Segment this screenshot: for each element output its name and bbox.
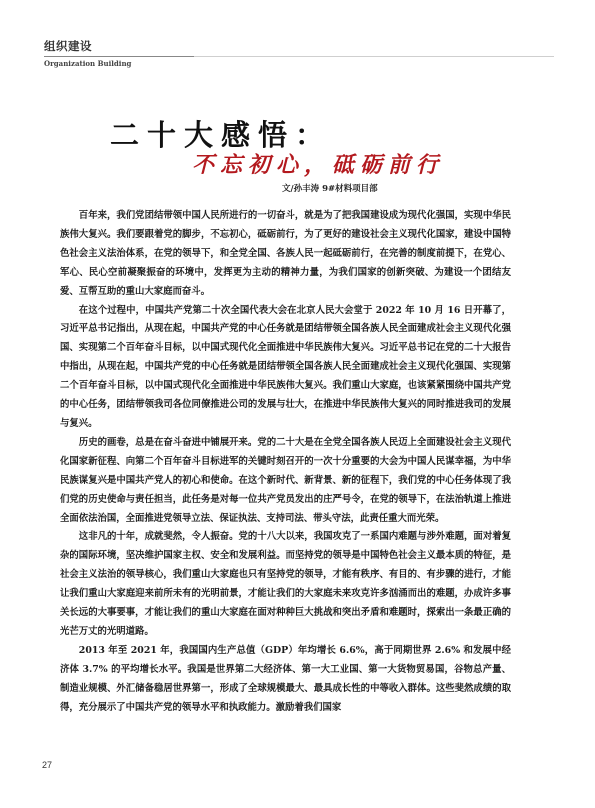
section-header [44, 38, 554, 68]
paragraph: 百年来，我们党团结带领中国人民所进行的一切奋斗，就是为了把我国建设成为现代化强国，实现中华民族伟大复兴。我们要跟着党的脚步，不忘初心，砥砺前行，为了更好的建设社会主义现代化国家，建设中国特色社会主义法治体系，在党的领导下，和全党全国、各族人民一起砥砺前行，在完善的制度前提下，在党心、军心、民心空前凝聚振奋的环境中，发挥更为主动的精神力量，为我们国家的创新突破、为建设一个团结友爱、互帮互助的重山大家庭而奋斗。 [60, 210, 511, 297]
header-divider [194, 56, 554, 57]
article-body [60, 207, 511, 717]
paragraph: 在这个过程中，中国共产党第二十次全国代表大会在北京人民大会堂于 2022 年 10 月 16 日开幕了，习近平总书记指出，从现在起，中国共产党的中心任务就是团结带领全国各族人民全面建成社会主义现代化强国、实现第二个百年奋斗目标，以中国式现代化全面推进中华民族伟大复兴。习近平总书记在党的二十大报告中指出，从现在起，中国共产党的中心任务就是团结带领全国各族人民全面建成社会主义现代化强国、实现第二个百年奋斗目标，以中国式现代化全面推进中华民族伟大复兴。我们重山大家庭，也该紧紧围绕中国共产党的中心任务，团结带领我司各位同僚推进公司的发展与壮大，在推进中华民族伟大复兴的同时推进我司的发展与复兴。 [60, 304, 511, 429]
paragraph: 2013 年至 2021 年，我国国内生产总值（GDP）年均增长 6.6%，高于同期世界 2.6% 和发展中经济体 3.7% 的平均增长水平。我国是世界第二大经济体、第一大工业国、第一大货物贸易国，谷物总产量、制造业规模、外汇储备稳居世界第一，形成了全球规模最大、最具成长性的中等收入群体。这些斐然成绩的取得，充分展示了中国共产党的领导水平和执政能力。激励着我们国家 [60, 644, 511, 713]
section-title: 组织建设 [44, 39, 92, 53]
article-byline: 文/孙丰涛 9#材料项目部 [282, 184, 378, 194]
paragraph: 这非凡的十年，成就斐然，令人振奋。党的十八大以来，我国攻克了一系国内难题与涉外难题，面对着复杂的国际环境，坚决维护国家主权、安全和发展利益。而坚持党的领导是中国特色社会主义最本质的特征，是社会主义法治的领导核心，我们重山大家庭也只有坚持党的领导，才能有秩序、有目的、有步骤的进行，才能让我们重山大家庭迎来前所未有的光明前景，才能让我们的大家庭未来攻克许多汹涌而出的难题，办成许多事关长远的大事要事，才能让我们的重山大家庭在面对种种巨大挑战和突出矛盾和难题时，探索出一条最正确的光芒万丈的光明道路。 [60, 531, 511, 637]
paragraph: 历史的画卷，总是在奋斗奋进中铺展开来。党的二十大是在全党全国各族人民迈上全面建设社会主义现代化国家新征程、向第二个百年奋斗目标进军的关键时刻召开的一次十分重要的大会为中国人民谋幸福，为中华民族谋复兴是中国共产党人的初心和使命。在这个新时代、新背景、新的征程下，我们党的中心任务体现了我们党的历史使命与责任担当，此任务是对每一位共产党员发出的庄严号令，在党的领导下，在法治轨道上推进全面依法治国，全面推进党领导立法、保证执法、支持司法、带头守法，此责任重大而光荣。 [60, 436, 511, 524]
page-number: 27 [42, 760, 53, 770]
article-title: 二十大感悟： [110, 118, 333, 152]
article-subtitle: 不忘初心，砥砺前行 [192, 152, 445, 178]
section-rule [44, 56, 194, 57]
section-title-en: Organization Building [44, 59, 132, 68]
